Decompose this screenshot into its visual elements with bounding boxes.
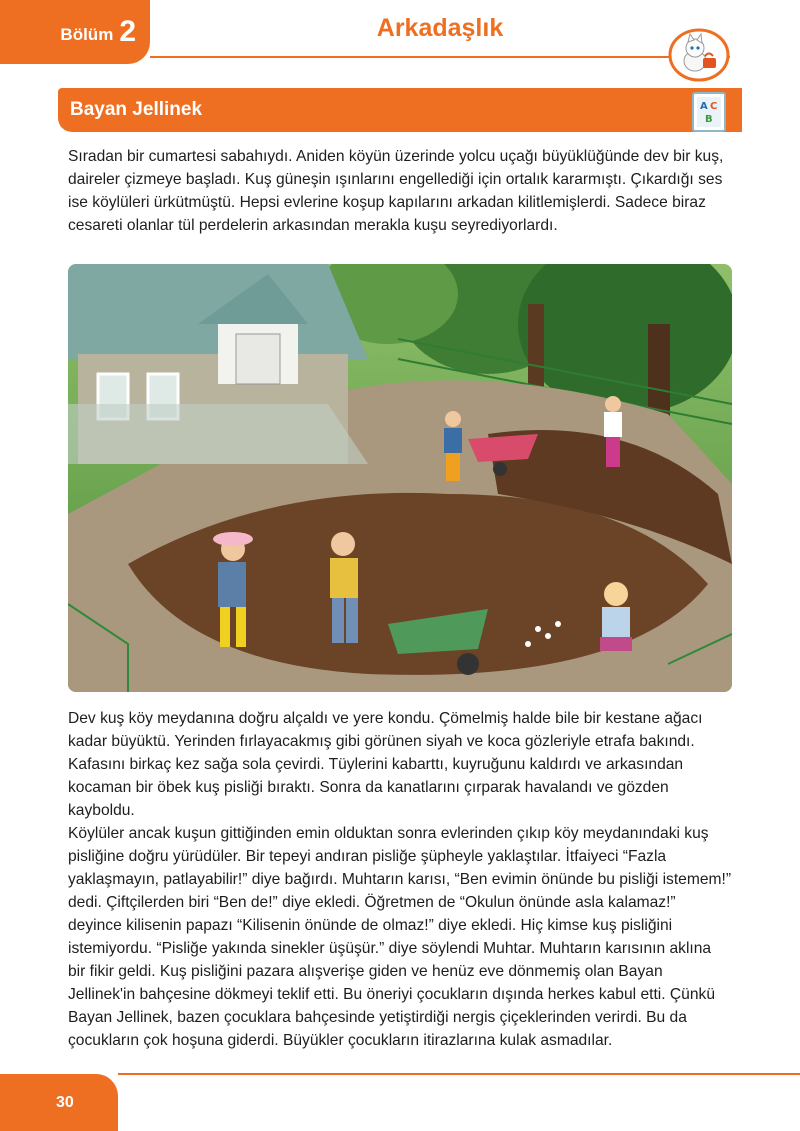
- story-illustration: [68, 264, 732, 692]
- intro-text: Sıradan bir cumartesi sabahıydı. Aniden köyün üzerinde yolcu uçağı büyüklüğünde dev bir kuş, daireler çizmeye başladı. Kuş güneşin ışınlarını engellediği için ortalık kararmıştı. Çıkardığı ses ise köylüleri ürkütmüştü. Hepsi evlerine koşup kapılarını arkadan kilitlemişlerdi. Sadece biraz cesareti olanlar tül perdelerin arkasından merakla kuşu seyrediyorlardı.: [68, 148, 724, 234]
- body-paragraph-2: Köylüler ancak kuşun gittiğinden emin olduktan sonra evlerinden çıkıp köy meydanındaki kuş pisliğine doğru yürüdüler. Bir tepeyi andıran pisliğe şüpheyle yaklaştılar. İtfaiyeci “Fazla yaklaşmayın, patlayabilir!” diye bağırdı. Muhtarın karısı, “Ben evimin önünde bu pisliği istemem!” dedi. Çiftçilerden biri “Ben de!” diye ekledi. Öğretmen de “Okulun önünde asla kalamaz!” deyince kilisenin papazı “Kilisenin önünde de olmaz!” diye ekledi. Hiç kimse kuş pisliğini istemiyordu. “Pisliğe yakında sinekler üşüşür.” diye söylendi Muhtar. Muhtarın karısının aklına bir fikir geldi. Kuş pisliğini pazara alışverişe giden ve henüz eve dönmemiş olan Bayan Jellinek'in bahçesine dökmeyi teklif etti. Bu öneriyi çocukların dışında herkes kabul etti. Çünkü Bayan Jellinek, bazen çocuklara bahçesinde yetiştirdiği nergis çiçeklerinden verirdi. Bu da çocukların çok hoşuna giderdi. Büyükler çocukların itirazlarına kulak asmadılar.: [68, 825, 732, 1049]
- body-paragraph-1: Dev kuş köy meydanına doğru alçaldı ve yere kondu. Çömelmiş halde bile bir kestane ağacı kadar büyüktü. Yerinden fırlayacakmış gibi görünen siyah ve koca gözleriyle etrafa bakındı. Kafasını birkaç kez sağa sola çevirdi. Tüylerini kabarttı, kuyruğunu kaldırdı ve arkasından kocaman bir öbek kuş pisliği bıraktı. Sonra da kanatlarını çırparak havalandı ve gözden kayboldu.: [68, 710, 703, 819]
- svg-text:A: A: [700, 101, 708, 112]
- page-number-tab: [0, 1074, 118, 1131]
- chapter-word: Bölüm: [60, 25, 114, 44]
- intro-paragraph: [68, 145, 732, 237]
- svg-text:B: B: [705, 114, 713, 125]
- page-number: 30: [56, 1093, 74, 1111]
- abc-book-icon: [692, 92, 726, 132]
- header-divider: [150, 56, 730, 58]
- chapter-tab: [0, 0, 150, 64]
- section-title-band: [58, 88, 742, 132]
- unit-title: Arkadaşlık: [376, 14, 504, 42]
- footer-divider: [118, 1073, 800, 1075]
- chapter-number: 2: [119, 15, 136, 48]
- svg-text:C: C: [710, 101, 718, 112]
- cat-mascot-icon: [668, 28, 730, 82]
- section-title: Bayan Jellinek: [70, 99, 203, 120]
- body-paragraphs: [68, 707, 732, 1052]
